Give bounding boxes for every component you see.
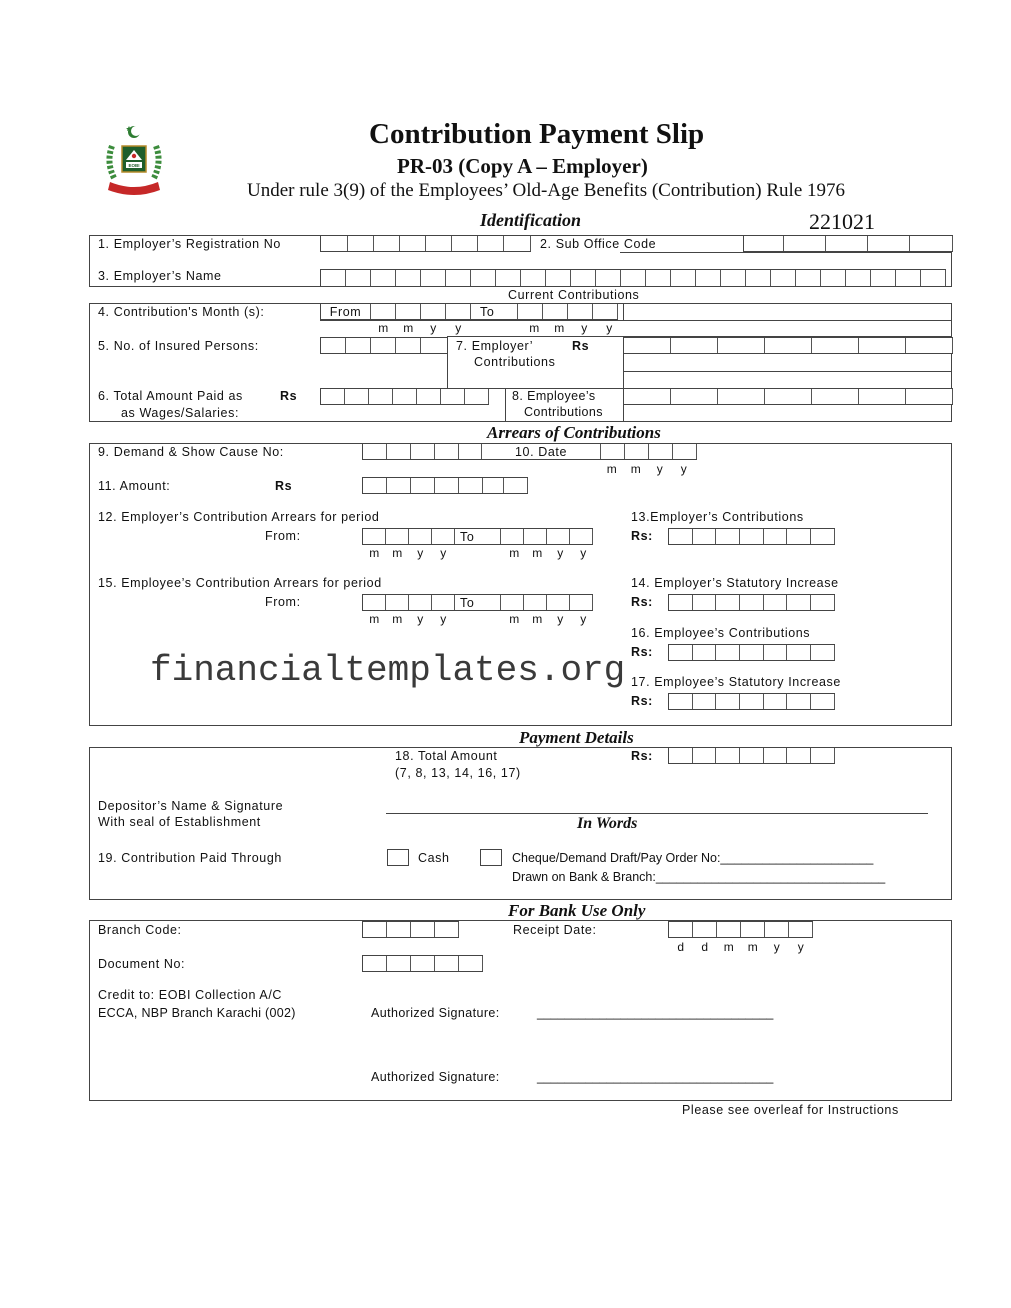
employee-contributions-label: 8. Employee’s xyxy=(512,389,596,403)
amount-field[interactable] xyxy=(362,477,528,494)
drawn-on-label[interactable]: Drawn on Bank & Branch:_________________________________ xyxy=(512,870,886,884)
employer-arrears-from-format: m m y y xyxy=(369,546,447,560)
authorized-signature-label-1: Authorized Signature: xyxy=(371,1006,500,1020)
employee-arrears-from-label: From: xyxy=(265,595,301,609)
item17-label: 17. Employee’s Statutory Increase xyxy=(631,675,841,689)
paid-through-label: 19. Contribution Paid Through xyxy=(98,851,282,865)
divider xyxy=(505,388,506,422)
employer-arrears-period-field[interactable] xyxy=(362,528,593,545)
form-number: 221021 xyxy=(809,209,875,234)
contribution-month-from-format: m m y y xyxy=(378,321,462,335)
insured-persons-label: 5. No. of Insured Persons: xyxy=(98,339,259,353)
credit-to-label-2: ECCA, NBP Branch Karachi (002) xyxy=(98,1006,296,1020)
item16-label: 16. Employee’s Contributions xyxy=(631,626,811,640)
to-label: To xyxy=(455,529,501,544)
item14-rs: Rs: xyxy=(631,595,653,609)
insured-persons-field[interactable] xyxy=(320,337,448,354)
authorized-signature-line-1[interactable]: __________________________________ xyxy=(537,1006,774,1020)
section-heading-arrears: Arrears of Contributions xyxy=(487,423,661,442)
amount-rs: Rs xyxy=(275,479,293,493)
employer-name-field[interactable] xyxy=(320,269,946,287)
section-heading-bank: For Bank Use Only xyxy=(508,901,646,920)
eobi-logo-icon xyxy=(102,122,166,200)
form-subtitle: PR-03 (Copy A – Employer) xyxy=(397,154,648,178)
item14-label: 14. Employer’s Statutory Increase xyxy=(631,576,839,590)
employer-arrears-to-format: m m y y xyxy=(509,546,587,560)
amount-in-words-line[interactable] xyxy=(386,813,928,814)
employee-contributions-label-2: Contributions xyxy=(524,405,603,419)
branch-code-label: Branch Code: xyxy=(98,923,182,937)
divider xyxy=(620,252,952,253)
contribution-month-label: 4. Contribution's Month (s): xyxy=(98,305,265,319)
total-wages-field[interactable] xyxy=(320,388,489,405)
employer-arrears-label: 12. Employer’s Contribution Arrears for period xyxy=(98,510,380,524)
divider xyxy=(623,303,624,320)
receipt-date-label: Receipt Date: xyxy=(513,923,597,937)
watermark: financialtemplates.org xyxy=(150,650,626,691)
sub-office-code-field[interactable] xyxy=(743,235,953,252)
cheque-checkbox[interactable] xyxy=(480,849,502,866)
employee-arrears-label: 15. Employee’s Contribution Arrears for period xyxy=(98,576,382,590)
section-heading-current-contributions: Current Contributions xyxy=(508,288,640,302)
total-wages-label: 6. Total Amount Paid as xyxy=(98,389,243,403)
total-wages-rs: Rs xyxy=(280,389,298,403)
item13-label: 13.Employer’s Contributions xyxy=(631,510,804,524)
cash-checkbox[interactable] xyxy=(387,849,409,866)
logo-text: EOBI xyxy=(128,163,140,168)
demand-no-label: 9. Demand & Show Cause No: xyxy=(98,445,284,459)
employee-contributions-arrears-field[interactable] xyxy=(668,644,835,661)
employer-contributions-arrears-field[interactable] xyxy=(668,528,835,545)
to-label: To xyxy=(471,304,518,319)
date-label: 10. Date xyxy=(482,444,601,459)
employer-contributions-rs: Rs xyxy=(572,339,590,353)
employee-contributions-field[interactable] xyxy=(623,388,953,405)
employee-arrears-period-field[interactable] xyxy=(362,594,593,611)
employer-statutory-increase-field[interactable] xyxy=(668,594,835,611)
total-amount-field[interactable] xyxy=(668,747,835,764)
authorized-signature-label-2: Authorized Signature: xyxy=(371,1070,500,1084)
employer-name-label: 3. Employer’s Name xyxy=(98,269,222,283)
registration-no-field[interactable] xyxy=(320,235,531,252)
document-no-label: Document No: xyxy=(98,957,186,971)
item13-rs: Rs: xyxy=(631,529,653,543)
section-heading-identification: Identification xyxy=(480,210,582,230)
sub-office-code-label: 2. Sub Office Code xyxy=(540,237,657,251)
rule-reference: Under rule 3(9) of the Employees’ Old-Age Benefits (Contribution) Rule 1976 xyxy=(247,180,846,201)
employer-contributions-label: 7. Employer’ xyxy=(456,339,534,353)
from-label: From xyxy=(321,304,371,319)
cheque-label[interactable]: Cheque/Demand Draft/Pay Order No:______________________ xyxy=(512,851,874,865)
employer-contributions-label-2: Contributions xyxy=(474,355,556,369)
amount-label: 11. Amount: xyxy=(98,479,171,493)
instructions-note: Please see overleaf for Instructions xyxy=(682,1103,899,1117)
in-words-label: In Words xyxy=(577,815,638,832)
total-amount-rs: Rs: xyxy=(631,749,653,763)
receipt-date-format: d d m m y y xyxy=(677,940,805,954)
contribution-month-field[interactable] xyxy=(320,303,618,320)
to-label: To xyxy=(455,595,501,610)
branch-code-field[interactable] xyxy=(362,921,459,938)
employee-arrears-to-format: m m y y xyxy=(509,612,587,626)
registration-no-label: 1. Employer’s Registration No xyxy=(98,237,281,251)
divider xyxy=(447,336,448,388)
total-amount-items: (7, 8, 13, 14, 16, 17) xyxy=(395,766,521,780)
depositor-label-2: With seal of Establishment xyxy=(98,815,261,829)
cash-label: Cash xyxy=(418,851,450,865)
demand-no-field[interactable] xyxy=(362,443,697,460)
document-no-field[interactable] xyxy=(362,955,483,972)
divider xyxy=(623,371,952,372)
contribution-month-to-format: m m y y xyxy=(529,321,613,335)
section-heading-payment: Payment Details xyxy=(519,728,634,747)
item17-rs: Rs: xyxy=(631,694,653,708)
arrears-date-format: m m y y xyxy=(606,462,688,476)
employee-statutory-increase-field[interactable] xyxy=(668,693,835,710)
item16-rs: Rs: xyxy=(631,645,653,659)
credit-to-label: Credit to: EOBI Collection A/C xyxy=(98,988,283,1002)
employer-contributions-field[interactable] xyxy=(623,337,953,354)
receipt-date-field[interactable] xyxy=(668,921,813,938)
total-amount-label: 18. Total Amount xyxy=(395,749,498,763)
depositor-label: Depositor’s Name & Signature xyxy=(98,799,284,813)
employee-arrears-from-format: m m y y xyxy=(369,612,447,626)
authorized-signature-line-2[interactable]: __________________________________ xyxy=(537,1070,774,1084)
total-wages-label-2: as Wages/Salaries: xyxy=(121,406,240,420)
employer-arrears-from-label: From: xyxy=(265,529,301,543)
page-title: Contribution Payment Slip xyxy=(369,118,705,150)
